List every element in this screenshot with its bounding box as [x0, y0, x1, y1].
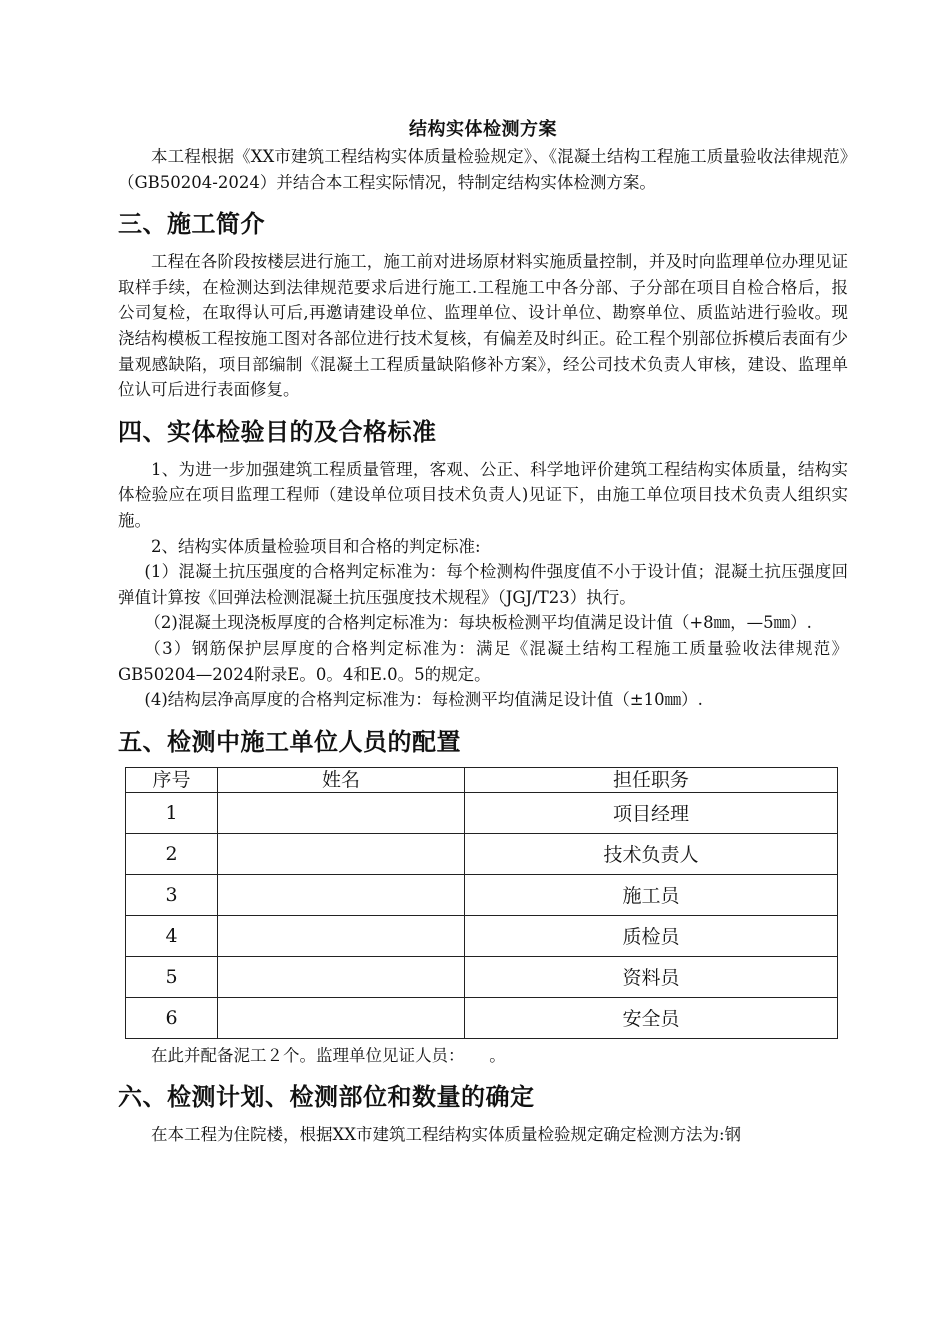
- row-no: 2: [126, 833, 218, 874]
- intro-paragraph: 本工程根据《XX市建筑工程结构实体质量检验规定》、《混凝土结构工程施工质量验收法律规范》（GB50204-2024）并结合本工程实际情况，特制定结构实体检测方案。: [118, 147, 848, 192]
- column-header-no: 序号: [126, 767, 218, 792]
- document-title: 结构实体检测方案: [409, 119, 557, 140]
- row-no: 3: [126, 874, 218, 915]
- document-page: [118, 118, 848, 1148]
- table-header-row: [126, 767, 838, 792]
- section-4-criterion-4: (4)结构层净高厚度的合格判定标准为：每检测平均值满足设计值（±10㎜）.: [144, 690, 703, 710]
- section-3-heading: 三、施工简介: [118, 210, 265, 239]
- row-role: 质检员: [465, 915, 838, 956]
- column-header-name: 姓名: [218, 767, 465, 792]
- staff-table: [125, 767, 838, 1039]
- row-role: 资料员: [465, 956, 838, 997]
- row-name: [218, 833, 465, 874]
- column-header-role: 担任职务: [465, 767, 838, 792]
- row-no: 5: [126, 956, 218, 997]
- section-4-item-1: 1、为进一步加强建筑工程质量管理，客观、公正、科学地评价建筑工程结构实体质量，结构实体检验应在项目监理工程师（建设单位项目技术负责人)见证下，由施工单位项目技术负责人组织实施。: [118, 459, 848, 530]
- row-name: [218, 792, 465, 833]
- section-4-criterion-1: (1）混凝土抗压强度的合格判定标准为：每个检测构件强度值不小于设计值；混凝土抗压强度回弹值计算按《回弹法检测混凝土抗压强度技术规程》（JGJ/T23）执行。: [118, 562, 848, 607]
- row-name: [218, 956, 465, 997]
- row-name: [218, 997, 465, 1038]
- section-4-criterion-3: （3）钢筋保护层厚度的合格判定标准为：满足《混凝土结构工程施工质量验收法律规范》GB50204—2024附录E。0。4和E.0。5的规定。: [118, 638, 848, 684]
- table-row: [126, 915, 838, 956]
- table-row: [126, 792, 838, 833]
- row-role: 项目经理: [465, 792, 838, 833]
- section-4-item-2: 2、结构实体质量检验项目和合格的判定标准:: [151, 536, 481, 556]
- row-name: [218, 915, 465, 956]
- staff-note: 在此并配备泥工２个。监理单位见证人员： 。: [151, 1045, 506, 1065]
- row-role: 施工员: [465, 874, 838, 915]
- table-row: [126, 997, 838, 1038]
- section-4-heading: 四、实体检验目的及合格标准: [118, 417, 437, 446]
- row-name: [218, 874, 465, 915]
- row-no: 4: [126, 915, 218, 956]
- section-6-heading: 六、检测计划、检测部位和数量的确定: [118, 1083, 535, 1112]
- row-no: 1: [126, 792, 218, 833]
- section-5-heading: 五、检测中施工单位人员的配置: [118, 727, 461, 756]
- table-row: [126, 874, 838, 915]
- row-role: 技术负责人: [465, 833, 838, 874]
- section-6-body: 在本工程为住院楼，根据XX市建筑工程结构实体质量检验规定确定检测方法为:钢: [151, 1125, 742, 1145]
- row-role: 安全员: [465, 997, 838, 1038]
- row-no: 6: [126, 997, 218, 1038]
- table-row: [126, 833, 838, 874]
- section-4-criterion-2: （2)混凝土现浇板厚度的合格判定标准为：每块板检测平均值满足设计值（+8㎜，—5㎜）.: [144, 613, 812, 633]
- section-3-body: 工程在各阶段按楼层进行施工，施工前对进场原材料实施质量控制，并及时向监理单位办理见证取样手续，在检测达到法律规范要求后进行施工.工程施工中各分部、子分部在项目自检合格后，报公司复检，在取得认可后,再邀请建设单位、监理单位、设计单位、勘察单位、质监站进行验收。现浇结构模板工程按施工图对各部位进行技术复核，有偏差及时纠正。砼工程个别部位拆模后表面有少量观感缺陷，项目部编制《混凝土工程质量缺陷修补方案》，经公司技术负责人审核，建设、监理单位认可后进行表面修复。: [118, 252, 848, 400]
- table-row: [126, 956, 838, 997]
